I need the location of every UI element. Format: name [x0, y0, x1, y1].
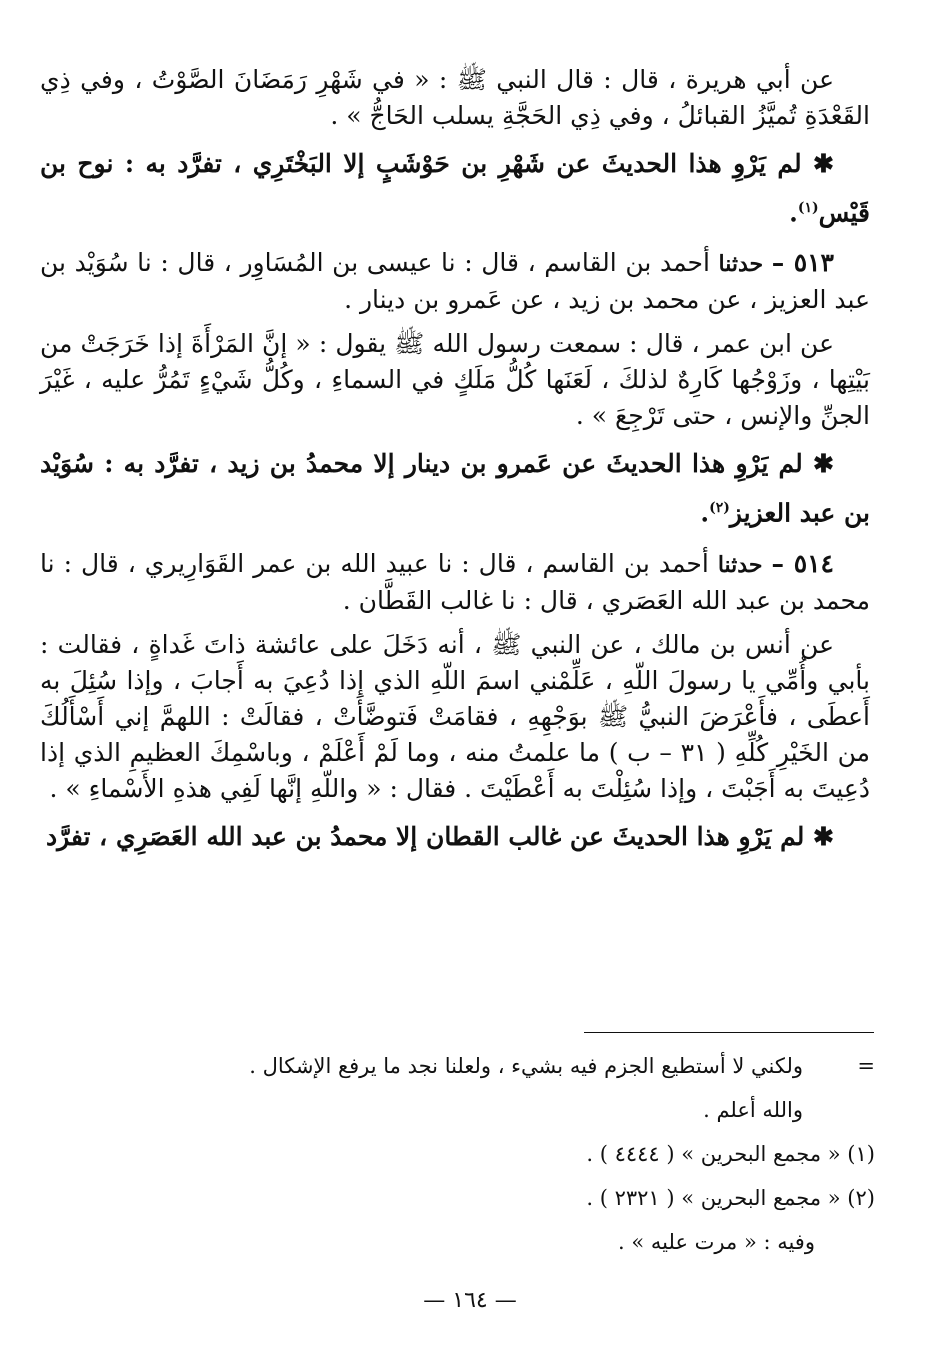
- isnad-513: [40, 245, 870, 318]
- commentary-512-text: ✱ لم يَرْوِ هذا الحديثَ عن شَهْرِ بن حَوْشَبٍ إلا البَخْتَرِي ، تفرَّد به : نوح بن قَيْس: [40, 149, 870, 228]
- hadith-number-513: ٥١٣ –: [771, 248, 834, 278]
- commentary-513-text: ✱ لم يَرْوِ هذا الحديثَ عن عَمرو بن دينار إلا محمدُ بن زيد ، تفرَّد به : سُوَيْد بن عبد العزيز: [40, 449, 870, 528]
- hadith-number-514: ٥١٤ –: [771, 548, 834, 578]
- hadith-text-514: عن أنس بن مالك ، عن النبي ﷺ ، أنه دَخَلَ على عائشة ذاتَ غَداةٍ ، فقالت : بأبي وأُمِّي يا رسولَ اللّهِ ، عَلِّمْني اسمَ اللّهِ الذي إذا دُعِيَ به أَجابَ ، وإذا سُئِلَ به أَعطَى ، فأَعْرَضَ النبيُّ ﷺ بوَجْهِهِ ، فقامَتْ فَتوضَّأَتْ ، فقالَتْ : اللهمَّ إني أَسْأَلُكَ من الخَيْرِ كُلِّهِ ( ٣١ – ب ) ما علمتُ منه ، وما لَمْ أَعْلَمْ ، وباسْمِكَ العظيمِ الذي إذا دُعِيتَ به أَجَبْتَ ، وإذا سُئِلْتَ به أَعْطَيْتَ . فقال : « واللّهِ إنَّها لَفِي هذهِ الأَسْماءِ » .: [40, 629, 870, 803]
- isnad-513-text: أحمد بن القاسم ، قال : نا عيسى بن المُسَاوِر ، قال : نا سُوَيْد بن عبد العزيز ، عن محمد بن زيد ، عن عَمرو بن دينار .: [40, 248, 870, 315]
- narration-label-514: حدثنا: [717, 551, 763, 578]
- commentary-512-end: .: [789, 198, 798, 228]
- continuation-mark: =: [857, 1054, 875, 1078]
- commentary-513: [40, 442, 870, 535]
- isnad-514: [40, 546, 870, 619]
- footnote-divider: [584, 1032, 874, 1033]
- footnote-continued: [120, 1048, 875, 1084]
- footnote-ref-1: (١): [797, 200, 819, 216]
- isnad-514-text: أحمد بن القاسم ، قال : نا عبيد الله بن عمر القَوَارِيري ، قال : نا محمد بن عبد الله العَصَري ، قال : نا غالب القَطَّان .: [40, 548, 870, 615]
- hadith-text-513: عن ابن عمر ، قال : سمعت رسول الله ﷺ يقول : « إنَّ المَرْأَةَ إذا خَرَجَتْ من بَيْتِها ، وزَوْجُها كَارِهٌ لذلكَ ، لَعَنَها كُلُّ مَلَكٍ في السماءِ ، وكُلُّ شَيْءٍ تَمُرُّ عليه ، غَيْرَ الجنِّ والإنس ، حتى تَرْجِعَ » .: [40, 329, 870, 431]
- footnote-continued-text: ولكني لا أستطيع الجزم فيه بشيء ، ولعلنا نجد ما يرفع الإشكال .: [249, 1054, 803, 1078]
- footnote-continued-end: والله أعلم .: [703, 1098, 803, 1122]
- footnote-2: (٢) « مجمع البحرين » ( ٢٣٢١ ) .: [586, 1186, 875, 1210]
- commentary-512: [40, 142, 870, 235]
- page-number: — ١٦٤ —: [423, 1288, 517, 1313]
- commentary-514: ✱ لم يَرْوِ هذا الحديثَ عن غالب القطان إلا محمدُ بن عبد الله العَصَرِي ، تفرَّد: [45, 821, 834, 851]
- footnote-ref-2: (٢): [709, 500, 730, 517]
- narration-label-513: حدثنا: [718, 251, 764, 278]
- footnotes: [120, 1048, 875, 1268]
- commentary-513-end: .: [700, 498, 710, 528]
- footnote-1: (١) « مجمع البحرين » ( ٤٤٤٤ ) .: [586, 1142, 875, 1166]
- hadith-text-512: عن أبي هريرة ، قال : قال النبي ﷺ : « في شَهْرِ رَمَضَانَ الصَّوْتُ ، وفي ذِي القَعْدَةِ تُميَّزُ القبائلُ ، وفي ذِي الحَجَّةِ يسلب الحَاجُّ » .: [40, 65, 870, 130]
- footnote-2-note: وفيه : « مرت عليه » .: [618, 1230, 815, 1254]
- page-body: [40, 62, 870, 869]
